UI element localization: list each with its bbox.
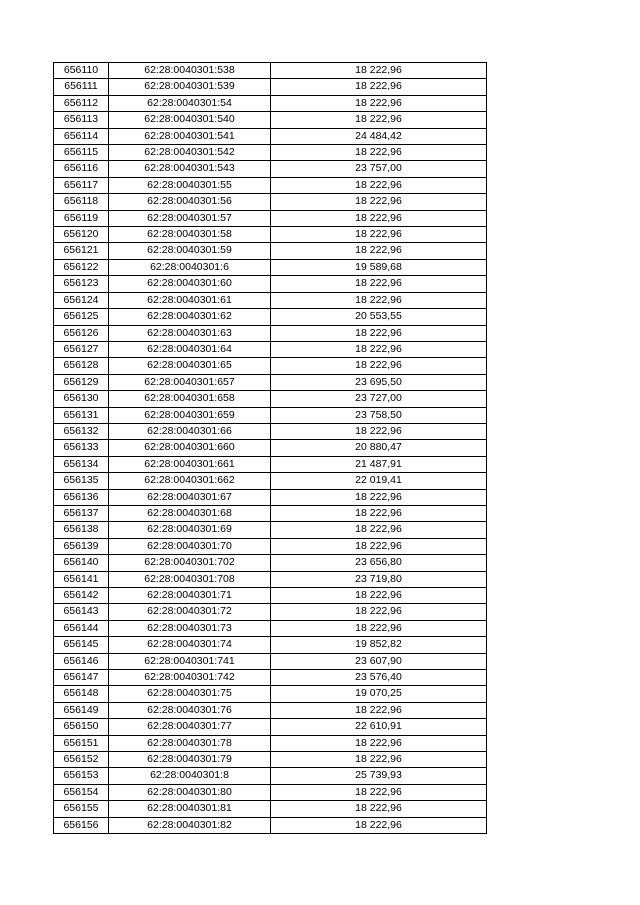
table-row bbox=[54, 79, 487, 95]
table-row bbox=[54, 702, 487, 718]
table-row bbox=[54, 161, 487, 177]
table-row bbox=[54, 637, 487, 653]
cadastral-number-cell: 62:28:0040301:741 bbox=[109, 653, 271, 669]
table-row bbox=[54, 292, 487, 308]
table-row bbox=[54, 538, 487, 554]
row-id-cell: 656110 bbox=[54, 63, 109, 79]
table-row bbox=[54, 440, 487, 456]
table-row bbox=[54, 473, 487, 489]
cadastral-number-cell: 62:28:0040301:538 bbox=[109, 63, 271, 79]
row-id-cell: 656137 bbox=[54, 505, 109, 521]
cadastral-number-cell: 62:28:0040301:82 bbox=[109, 817, 271, 833]
table-row bbox=[54, 555, 487, 571]
cadastral-number-cell: 62:28:0040301:58 bbox=[109, 227, 271, 243]
value-cell: 23 757,00 bbox=[271, 161, 487, 177]
table-row bbox=[54, 325, 487, 341]
table-row bbox=[54, 670, 487, 686]
row-id-cell: 656119 bbox=[54, 210, 109, 226]
value-cell: 23 695,50 bbox=[271, 374, 487, 390]
value-cell: 18 222,96 bbox=[271, 522, 487, 538]
row-id-cell: 656136 bbox=[54, 489, 109, 505]
row-id-cell: 656127 bbox=[54, 341, 109, 357]
row-id-cell: 656147 bbox=[54, 670, 109, 686]
cadastral-number-cell: 62:28:0040301:657 bbox=[109, 374, 271, 390]
row-id-cell: 656148 bbox=[54, 686, 109, 702]
table-row bbox=[54, 227, 487, 243]
row-id-cell: 656121 bbox=[54, 243, 109, 259]
cadastral-number-cell: 62:28:0040301:62 bbox=[109, 309, 271, 325]
row-id-cell: 656132 bbox=[54, 423, 109, 439]
row-id-cell: 656131 bbox=[54, 407, 109, 423]
cadastral-number-cell: 62:28:0040301:6 bbox=[109, 259, 271, 275]
row-id-cell: 656113 bbox=[54, 112, 109, 128]
value-cell: 23 607,90 bbox=[271, 653, 487, 669]
table-row bbox=[54, 505, 487, 521]
cadastral-number-cell: 62:28:0040301:68 bbox=[109, 505, 271, 521]
value-cell: 19 852,82 bbox=[271, 637, 487, 653]
value-cell: 22 019,41 bbox=[271, 473, 487, 489]
table-row bbox=[54, 719, 487, 735]
table-row bbox=[54, 276, 487, 292]
row-id-cell: 656133 bbox=[54, 440, 109, 456]
row-id-cell: 656145 bbox=[54, 637, 109, 653]
value-cell: 18 222,96 bbox=[271, 752, 487, 768]
cadastral-number-cell: 62:28:0040301:65 bbox=[109, 358, 271, 374]
table-row bbox=[54, 358, 487, 374]
cadastral-number-cell: 62:28:0040301:659 bbox=[109, 407, 271, 423]
value-cell: 18 222,96 bbox=[271, 112, 487, 128]
value-cell: 18 222,96 bbox=[271, 489, 487, 505]
row-id-cell: 656135 bbox=[54, 473, 109, 489]
value-cell: 18 222,96 bbox=[271, 538, 487, 554]
row-id-cell: 656115 bbox=[54, 145, 109, 161]
row-id-cell: 656138 bbox=[54, 522, 109, 538]
table-row bbox=[54, 784, 487, 800]
value-cell: 18 222,96 bbox=[271, 325, 487, 341]
row-id-cell: 656112 bbox=[54, 95, 109, 111]
row-id-cell: 656142 bbox=[54, 588, 109, 604]
row-id-cell: 656140 bbox=[54, 555, 109, 571]
value-cell: 18 222,96 bbox=[271, 784, 487, 800]
table-row bbox=[54, 489, 487, 505]
row-id-cell: 656143 bbox=[54, 604, 109, 620]
row-id-cell: 656116 bbox=[54, 161, 109, 177]
cadastral-number-cell: 62:28:0040301:60 bbox=[109, 276, 271, 292]
value-cell: 18 222,96 bbox=[271, 227, 487, 243]
table-row bbox=[54, 522, 487, 538]
value-cell: 23 576,40 bbox=[271, 670, 487, 686]
value-cell: 25 739,93 bbox=[271, 768, 487, 784]
table-row bbox=[54, 128, 487, 144]
table-row bbox=[54, 456, 487, 472]
value-cell: 19 070,25 bbox=[271, 686, 487, 702]
table-row bbox=[54, 259, 487, 275]
row-id-cell: 656154 bbox=[54, 784, 109, 800]
table-row bbox=[54, 341, 487, 357]
value-cell: 23 758,50 bbox=[271, 407, 487, 423]
cadastral-number-cell: 62:28:0040301:67 bbox=[109, 489, 271, 505]
row-id-cell: 656150 bbox=[54, 719, 109, 735]
value-cell: 18 222,96 bbox=[271, 292, 487, 308]
cadastral-number-cell: 62:28:0040301:54 bbox=[109, 95, 271, 111]
table-row bbox=[54, 391, 487, 407]
row-id-cell: 656149 bbox=[54, 702, 109, 718]
cadastral-number-cell: 62:28:0040301:61 bbox=[109, 292, 271, 308]
value-cell: 18 222,96 bbox=[271, 63, 487, 79]
value-cell: 18 222,96 bbox=[271, 702, 487, 718]
cadastral-number-cell: 62:28:0040301:81 bbox=[109, 801, 271, 817]
table-row bbox=[54, 653, 487, 669]
table-row bbox=[54, 194, 487, 210]
value-cell: 18 222,96 bbox=[271, 817, 487, 833]
value-cell: 18 222,96 bbox=[271, 243, 487, 259]
value-cell: 18 222,96 bbox=[271, 79, 487, 95]
cadastral-number-cell: 62:28:0040301:658 bbox=[109, 391, 271, 407]
row-id-cell: 656151 bbox=[54, 735, 109, 751]
value-cell: 18 222,96 bbox=[271, 95, 487, 111]
value-cell: 18 222,96 bbox=[271, 358, 487, 374]
cadastral-number-cell: 62:28:0040301:73 bbox=[109, 620, 271, 636]
row-id-cell: 656141 bbox=[54, 571, 109, 587]
cadastral-number-cell: 62:28:0040301:59 bbox=[109, 243, 271, 259]
row-id-cell: 656120 bbox=[54, 227, 109, 243]
table-row bbox=[54, 686, 487, 702]
row-id-cell: 656124 bbox=[54, 292, 109, 308]
cadastral-number-cell: 62:28:0040301:76 bbox=[109, 702, 271, 718]
table-row bbox=[54, 620, 487, 636]
value-cell: 18 222,96 bbox=[271, 735, 487, 751]
table-row bbox=[54, 374, 487, 390]
records-table bbox=[53, 62, 487, 834]
row-id-cell: 656111 bbox=[54, 79, 109, 95]
value-cell: 18 222,96 bbox=[271, 177, 487, 193]
cadastral-number-cell: 62:28:0040301:543 bbox=[109, 161, 271, 177]
value-cell: 18 222,96 bbox=[271, 801, 487, 817]
table-row bbox=[54, 571, 487, 587]
table-row bbox=[54, 145, 487, 161]
table-row bbox=[54, 112, 487, 128]
table-row bbox=[54, 210, 487, 226]
value-cell: 18 222,96 bbox=[271, 505, 487, 521]
table-row bbox=[54, 588, 487, 604]
value-cell: 18 222,96 bbox=[271, 194, 487, 210]
row-id-cell: 656155 bbox=[54, 801, 109, 817]
row-id-cell: 656130 bbox=[54, 391, 109, 407]
table-row bbox=[54, 407, 487, 423]
table-row bbox=[54, 604, 487, 620]
row-id-cell: 656123 bbox=[54, 276, 109, 292]
row-id-cell: 656146 bbox=[54, 653, 109, 669]
document-page bbox=[53, 62, 486, 834]
cadastral-number-cell: 62:28:0040301:708 bbox=[109, 571, 271, 587]
cadastral-number-cell: 62:28:0040301:80 bbox=[109, 784, 271, 800]
value-cell: 21 487,91 bbox=[271, 456, 487, 472]
cadastral-number-cell: 62:28:0040301:742 bbox=[109, 670, 271, 686]
cadastral-number-cell: 62:28:0040301:78 bbox=[109, 735, 271, 751]
cadastral-number-cell: 62:28:0040301:540 bbox=[109, 112, 271, 128]
cadastral-number-cell: 62:28:0040301:63 bbox=[109, 325, 271, 341]
table-row bbox=[54, 801, 487, 817]
cadastral-number-cell: 62:28:0040301:55 bbox=[109, 177, 271, 193]
row-id-cell: 656128 bbox=[54, 358, 109, 374]
cadastral-number-cell: 62:28:0040301:661 bbox=[109, 456, 271, 472]
value-cell: 18 222,96 bbox=[271, 423, 487, 439]
row-id-cell: 656139 bbox=[54, 538, 109, 554]
row-id-cell: 656122 bbox=[54, 259, 109, 275]
cadastral-number-cell: 62:28:0040301:74 bbox=[109, 637, 271, 653]
cadastral-number-cell: 62:28:0040301:72 bbox=[109, 604, 271, 620]
table-row bbox=[54, 95, 487, 111]
value-cell: 18 222,96 bbox=[271, 145, 487, 161]
cadastral-number-cell: 62:28:0040301:57 bbox=[109, 210, 271, 226]
cadastral-number-cell: 62:28:0040301:75 bbox=[109, 686, 271, 702]
row-id-cell: 656152 bbox=[54, 752, 109, 768]
row-id-cell: 656156 bbox=[54, 817, 109, 833]
cadastral-number-cell: 62:28:0040301:542 bbox=[109, 145, 271, 161]
table-row bbox=[54, 423, 487, 439]
value-cell: 22 610,91 bbox=[271, 719, 487, 735]
cadastral-number-cell: 62:28:0040301:77 bbox=[109, 719, 271, 735]
value-cell: 24 484,42 bbox=[271, 128, 487, 144]
cadastral-number-cell: 62:28:0040301:660 bbox=[109, 440, 271, 456]
cadastral-number-cell: 62:28:0040301:56 bbox=[109, 194, 271, 210]
value-cell: 23 727,00 bbox=[271, 391, 487, 407]
value-cell: 20 553,55 bbox=[271, 309, 487, 325]
row-id-cell: 656117 bbox=[54, 177, 109, 193]
row-id-cell: 656144 bbox=[54, 620, 109, 636]
table-row bbox=[54, 63, 487, 79]
table-row bbox=[54, 243, 487, 259]
row-id-cell: 656153 bbox=[54, 768, 109, 784]
row-id-cell: 656126 bbox=[54, 325, 109, 341]
cadastral-number-cell: 62:28:0040301:71 bbox=[109, 588, 271, 604]
value-cell: 18 222,96 bbox=[271, 588, 487, 604]
value-cell: 18 222,96 bbox=[271, 276, 487, 292]
table-row bbox=[54, 768, 487, 784]
row-id-cell: 656118 bbox=[54, 194, 109, 210]
value-cell: 18 222,96 bbox=[271, 210, 487, 226]
cadastral-number-cell: 62:28:0040301:541 bbox=[109, 128, 271, 144]
table-row bbox=[54, 177, 487, 193]
row-id-cell: 656125 bbox=[54, 309, 109, 325]
value-cell: 23 656,80 bbox=[271, 555, 487, 571]
table-row bbox=[54, 817, 487, 833]
cadastral-number-cell: 62:28:0040301:64 bbox=[109, 341, 271, 357]
value-cell: 19 589,68 bbox=[271, 259, 487, 275]
value-cell: 23 719,80 bbox=[271, 571, 487, 587]
row-id-cell: 656114 bbox=[54, 128, 109, 144]
table-row bbox=[54, 735, 487, 751]
cadastral-number-cell: 62:28:0040301:70 bbox=[109, 538, 271, 554]
cadastral-number-cell: 62:28:0040301:79 bbox=[109, 752, 271, 768]
records-table-body bbox=[54, 63, 487, 834]
cadastral-number-cell: 62:28:0040301:702 bbox=[109, 555, 271, 571]
value-cell: 18 222,96 bbox=[271, 341, 487, 357]
table-row bbox=[54, 309, 487, 325]
cadastral-number-cell: 62:28:0040301:662 bbox=[109, 473, 271, 489]
cadastral-number-cell: 62:28:0040301:8 bbox=[109, 768, 271, 784]
cadastral-number-cell: 62:28:0040301:66 bbox=[109, 423, 271, 439]
value-cell: 18 222,96 bbox=[271, 620, 487, 636]
table-row bbox=[54, 752, 487, 768]
row-id-cell: 656129 bbox=[54, 374, 109, 390]
value-cell: 18 222,96 bbox=[271, 604, 487, 620]
value-cell: 20 880,47 bbox=[271, 440, 487, 456]
cadastral-number-cell: 62:28:0040301:539 bbox=[109, 79, 271, 95]
cadastral-number-cell: 62:28:0040301:69 bbox=[109, 522, 271, 538]
row-id-cell: 656134 bbox=[54, 456, 109, 472]
